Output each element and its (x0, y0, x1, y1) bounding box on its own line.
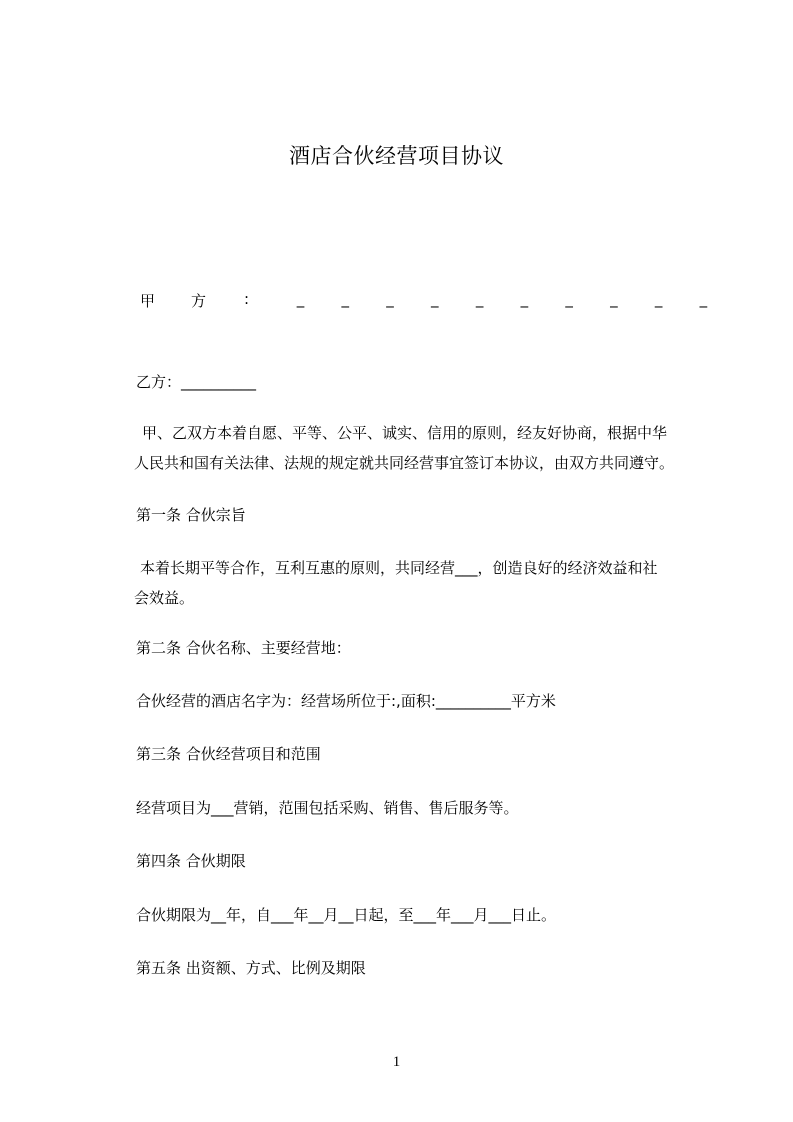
article-1-line-2: 会效益。 (134, 589, 195, 607)
party-a-label-char1: 甲 (140, 292, 156, 310)
blank-dash: _ (699, 290, 708, 308)
article-2-body: 合伙经营的酒店名字为：经营场所位于:,面积:__________平方米 (136, 692, 556, 710)
party-b-line: 乙方：__________ (136, 373, 257, 391)
article-1-line-1: 本着长期平等合作，互利互惠的原则，共同经营___，创造良好的经济效益和社 (140, 559, 658, 577)
party-a-label-char2: 方 (191, 292, 207, 310)
party-a-colon: : (244, 290, 250, 308)
article-2-heading: 第二条 合伙名称、主要经营地： (136, 639, 351, 657)
blank-dash: _ (386, 290, 394, 308)
blank-dash: _ (296, 290, 305, 308)
blank-dash: _ (565, 290, 573, 308)
article-5-heading: 第五条 出资额、方式、比例及期限 (136, 959, 366, 977)
page-number: 1 (392, 1054, 401, 1070)
blank-dash: _ (610, 290, 618, 308)
article-1-heading: 第一条 合伙宗旨 (136, 506, 246, 524)
article-4-body: 合伙期限为__年，自___年__月__日起，至___年___月___日止。 (136, 906, 557, 924)
document-title: 酒店合伙经营项目协议 (289, 144, 504, 168)
article-4-heading: 第四条 合伙期限 (136, 852, 246, 870)
intro-line-1: 甲、乙双方本着自愿、平等、公平、诚实、信用的原则，经友好协商，根据中华 (142, 424, 668, 442)
article-3-body: 经营项目为___营销，范围包括采购、销售、售后服务等。 (136, 799, 519, 817)
article-1-body (136, 553, 706, 613)
party-a-line (136, 290, 708, 316)
blank-dash: _ (341, 290, 350, 308)
blank-dash: _ (520, 290, 529, 308)
blank-dash: _ (475, 290, 484, 308)
blank-dash: _ (654, 290, 663, 308)
intro-line-2: 人民共和国有关法律、法规的规定就共同经营事宜签订本协议，由双方共同遵守。 (134, 454, 675, 472)
intro-paragraph (136, 418, 706, 478)
party-a-blank (296, 290, 708, 308)
blank-dash: _ (431, 290, 439, 308)
article-3-heading: 第三条 合伙经营项目和范围 (136, 745, 321, 763)
